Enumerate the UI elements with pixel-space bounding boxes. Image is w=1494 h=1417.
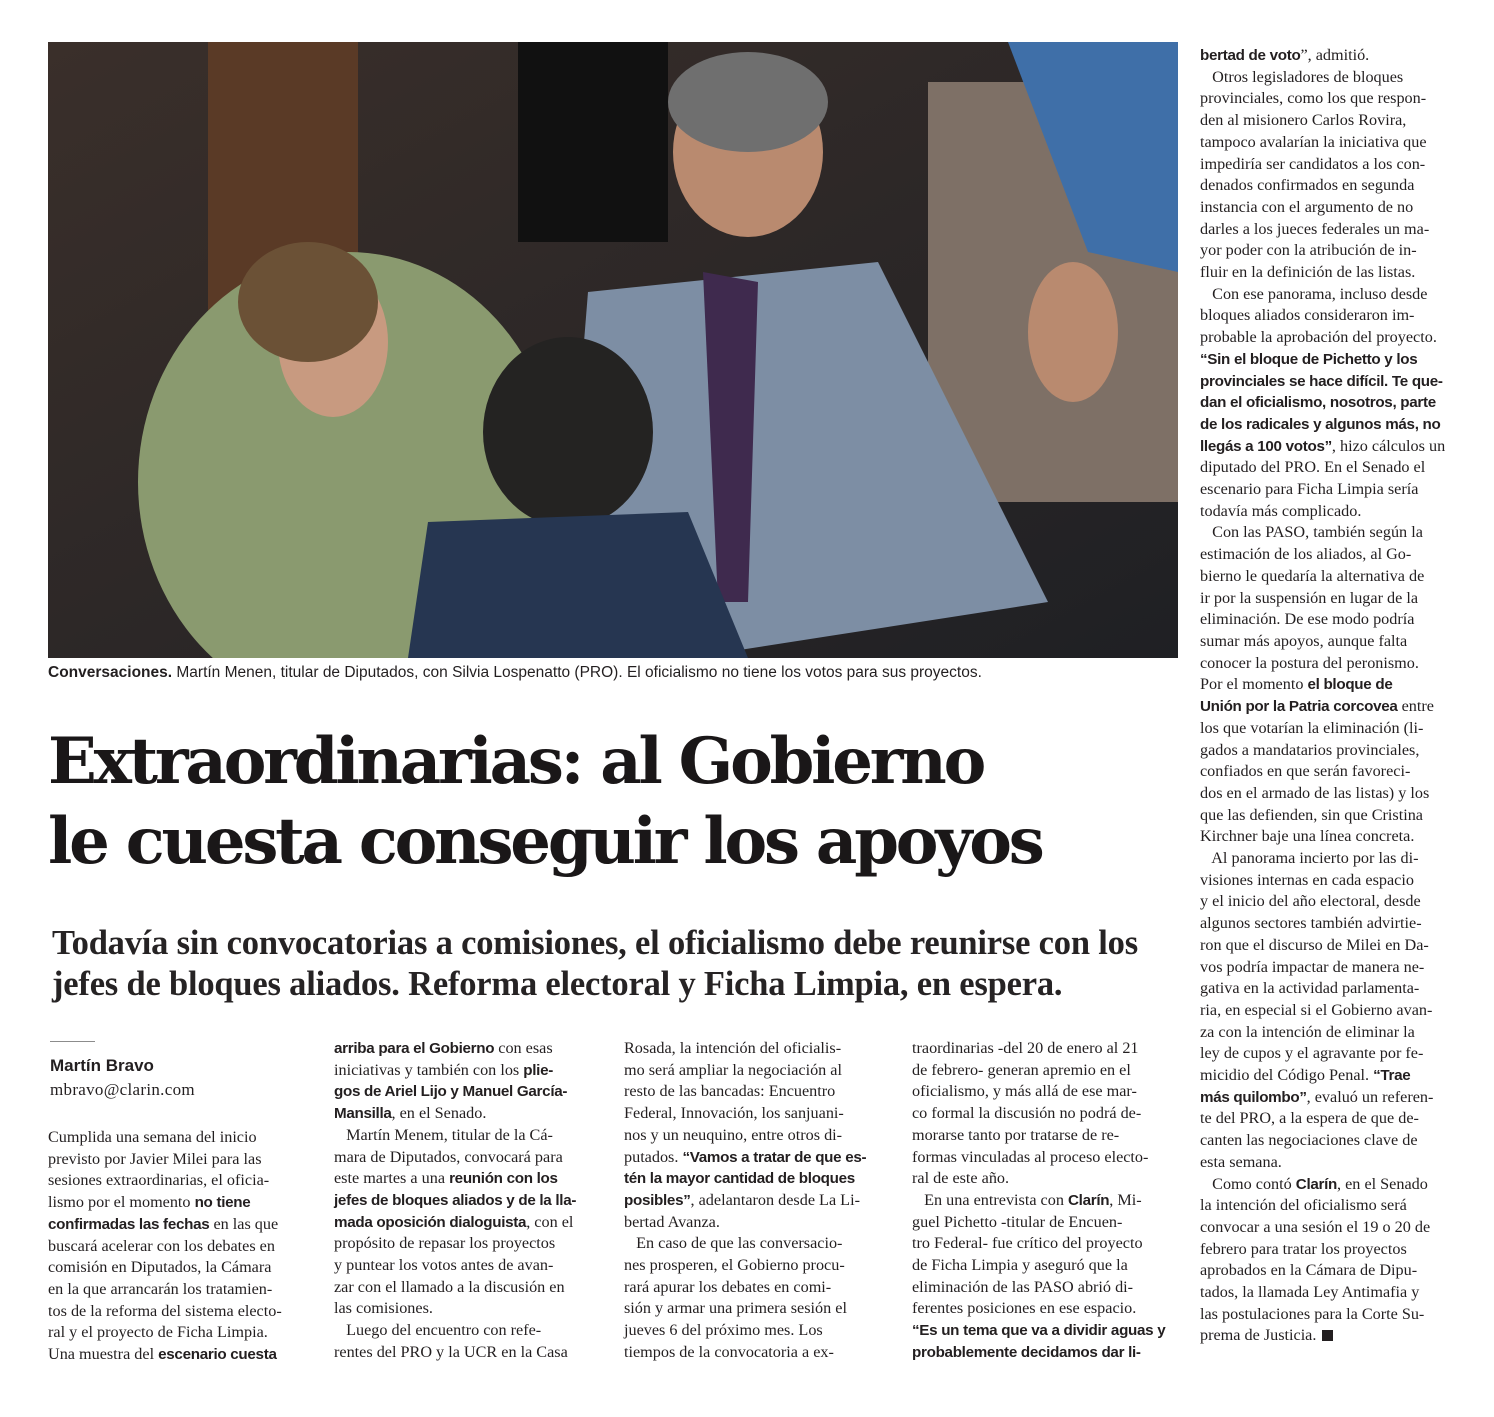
body-text: aprobados en la Cámara de Dipu-: [1200, 1261, 1418, 1280]
body-text: ley de cupos y el agravante por fe-: [1200, 1044, 1424, 1063]
text-line: [1200, 110, 1466, 132]
bold-text: probablemente decidamos dar li-: [912, 1343, 1141, 1361]
text-line: [1200, 371, 1466, 393]
text-line: [1200, 1130, 1466, 1152]
body-text: , en el Senado.: [391, 1104, 487, 1123]
body-text: en las que: [209, 1214, 279, 1233]
body-text: bierno le quedaría la alternativa de: [1200, 566, 1425, 585]
text-line: [1200, 349, 1466, 371]
body-text: con esas: [494, 1039, 553, 1057]
article-column-4: [912, 1038, 1177, 1364]
body-text: guel Pichetto -titular de Encuen-: [912, 1212, 1123, 1231]
body-text: los que votarían la eliminación (li-: [1200, 718, 1424, 737]
body-text: y puntear los votos antes de avan-: [334, 1256, 554, 1275]
body-text: instancia con el argumento de no: [1200, 197, 1414, 216]
text-line: [1200, 913, 1466, 935]
body-text: Otros legisladores de bloques: [1200, 67, 1404, 86]
text-line: [334, 1103, 604, 1125]
bold-text: no tiene: [194, 1194, 251, 1212]
body-text: mo será ampliar la negociación al: [624, 1060, 842, 1079]
text-line: [912, 1168, 1177, 1190]
text-line: [48, 1127, 313, 1149]
text-line: [1200, 1108, 1466, 1130]
text-line: [1200, 783, 1466, 805]
body-text: probable la aprobación del proyecto.: [1200, 328, 1437, 347]
text-line: [1200, 848, 1466, 870]
bold-text: bertad de voto: [1200, 47, 1301, 64]
text-line: [334, 1277, 604, 1299]
text-line: [334, 1190, 604, 1212]
bold-text: Unión por la Patria corcovea: [1200, 698, 1398, 716]
body-text: Por el momento: [1200, 675, 1308, 694]
bold-text: escenario cuesta: [158, 1346, 277, 1364]
text-line: [334, 1298, 604, 1320]
text-line: [1200, 262, 1466, 284]
body-text: rará apurar los debates en comi-: [624, 1277, 832, 1296]
body-text: tos de la reforma del sistema electo-: [48, 1301, 282, 1320]
text-line: [48, 1322, 313, 1344]
body-text: febrero para tratar los proyectos: [1200, 1239, 1407, 1258]
bold-text: “Vamos a tratar de que es-: [682, 1148, 867, 1166]
text-line: [1200, 1043, 1466, 1065]
body-text: este martes a una: [334, 1169, 450, 1188]
body-text: propósito de repasar los proyectos: [334, 1234, 556, 1253]
body-text: , Mi-: [1109, 1190, 1142, 1209]
text-line: [48, 1214, 313, 1236]
end-of-article-icon: [1322, 1330, 1333, 1341]
text-line: [912, 1147, 1177, 1169]
body-text: gativa en la actividad parlamenta-: [1200, 979, 1420, 998]
body-text: sumar más apoyos, aunque falta: [1200, 631, 1408, 650]
text-line: [624, 1060, 889, 1082]
body-text: Cumplida una semana del inicio: [48, 1128, 257, 1146]
headline-line-1: Extraordinarias: al Gobierno: [48, 724, 984, 799]
body-text: jueves 6 del próximo mes. Los: [624, 1321, 823, 1340]
text-line: [334, 1233, 604, 1255]
text-line: [912, 1038, 1177, 1060]
body-text: Al panorama incierto por las di-: [1200, 849, 1419, 868]
body-text: oficialismo, y más allá de ese mar-: [912, 1082, 1137, 1101]
bold-text: arriba para el Gobierno: [334, 1040, 495, 1057]
text-line: [1200, 305, 1466, 327]
body-text: , en el Senado: [1337, 1174, 1428, 1193]
text-line: [48, 1149, 313, 1171]
text-line: [912, 1190, 1177, 1212]
body-text: , adelantaron desde La Li-: [690, 1190, 860, 1209]
byline-rule: [50, 1041, 95, 1042]
text-line: [1200, 1304, 1466, 1326]
text-line: [1200, 154, 1466, 176]
caption-lead: Conversaciones.: [48, 664, 173, 681]
text-line: [1200, 436, 1466, 458]
text-line: [624, 1168, 889, 1190]
text-line: [624, 1081, 889, 1103]
body-text: tados, la llamada Ley Antimafia y: [1200, 1283, 1420, 1302]
caption-text: Martín Menen, titular de Diputados, con Silvia Lospenatto (PRO). El oficialismo no tiene los votos para sus proyectos.: [172, 664, 982, 681]
body-text: sión y armar una primera sesión el: [624, 1299, 847, 1318]
text-line: [912, 1103, 1177, 1125]
body-text: esta semana.: [1200, 1152, 1282, 1171]
body-text: zar con el llamado a la discusión en: [334, 1277, 565, 1296]
article-column-2: [334, 1038, 604, 1364]
body-text: sesiones extraordinarias, el oficia-: [48, 1171, 270, 1190]
text-line: [912, 1255, 1177, 1277]
text-line: [1200, 1087, 1466, 1109]
text-line: [1200, 674, 1466, 696]
text-line: [624, 1212, 889, 1234]
text-line: [1200, 1260, 1466, 1282]
body-text: za con la intención de eliminar la: [1200, 1022, 1415, 1041]
body-text: gados a mandatarios provinciales,: [1200, 740, 1420, 759]
body-text: Con ese panorama, incluso desde: [1200, 284, 1428, 303]
text-line: [1200, 1325, 1466, 1347]
text-line: [912, 1125, 1177, 1147]
text-line: [334, 1081, 604, 1103]
body-text: nes prosperen, el Gobierno procu-: [624, 1256, 845, 1275]
text-line: [1200, 826, 1466, 848]
text-line: [334, 1168, 604, 1190]
bold-text: Clarín: [1295, 1175, 1338, 1193]
text-line: [624, 1103, 889, 1125]
body-text: rentes del PRO y la UCR en la Casa: [334, 1342, 568, 1361]
text-line: [912, 1298, 1177, 1320]
text-line: [1200, 88, 1466, 110]
text-line: [48, 1236, 313, 1258]
text-line: [1200, 197, 1466, 219]
body-text: ral y el proyecto de Ficha Limpia.: [48, 1323, 268, 1342]
text-line: [1200, 175, 1466, 197]
body-text: tiempos de la convocatoria a ex-: [624, 1342, 834, 1361]
body-text: canten las negociaciones clave de: [1200, 1131, 1418, 1150]
subhead-line-1: Todavía sin convocatorias a comisiones, el oficialismo debe reunirse con los: [52, 924, 1138, 962]
text-line: [1200, 761, 1466, 783]
text-line: [1200, 631, 1466, 653]
body-text: bertad Avanza.: [624, 1212, 720, 1231]
body-text: convocar a una sesión el 19 o 20 de: [1200, 1217, 1431, 1236]
article-column-3: [624, 1038, 889, 1364]
body-text: las postulaciones para la Corte Su-: [1200, 1304, 1425, 1323]
text-line: [1200, 1065, 1466, 1087]
bold-text: más quilombo”: [1200, 1088, 1307, 1106]
body-text: te del PRO, a la espera de que de-: [1200, 1109, 1419, 1128]
body-text: iniciativas y también con los: [334, 1060, 524, 1079]
text-line: [1200, 284, 1466, 306]
text-line: [1200, 240, 1466, 262]
text-line: [1200, 392, 1466, 414]
text-line: [1200, 479, 1466, 501]
text-line: [48, 1170, 313, 1192]
body-text: bloques aliados consideraron im-: [1200, 306, 1415, 325]
body-text: Con las PASO, también según la: [1200, 523, 1423, 542]
text-line: [334, 1212, 604, 1234]
photo-caption: [48, 664, 1188, 682]
text-line: [1200, 891, 1466, 913]
text-line: [1200, 544, 1466, 566]
text-line: [334, 1320, 604, 1342]
text-line: [48, 1192, 313, 1214]
text-line: [1200, 566, 1466, 588]
man-seated-suit: [408, 512, 748, 658]
article-photo: [48, 42, 1178, 658]
text-line: [624, 1320, 889, 1342]
body-text: En una entrevista con: [912, 1190, 1068, 1209]
text-line: [1200, 522, 1466, 544]
body-text: comisión en Diputados, la Cámara: [48, 1258, 272, 1277]
text-line: [1200, 870, 1466, 892]
text-line: [624, 1298, 889, 1320]
body-text: diputado del PRO. En el Senado el: [1200, 458, 1426, 477]
text-line: [624, 1147, 889, 1169]
bold-text: Mansilla: [334, 1105, 392, 1123]
headline-line-2: le cuesta conseguir los apoyos: [48, 804, 1042, 879]
text-line: [334, 1060, 604, 1082]
body-text: Federal, Innovación, los sanjuani-: [624, 1104, 844, 1123]
text-line: [1200, 805, 1466, 827]
body-text: todavía más complicado.: [1200, 501, 1362, 520]
body-text: ron que el discurso de Milei en Da-: [1200, 935, 1429, 954]
text-line: [624, 1255, 889, 1277]
body-text: buscará acelerar con los debates en: [48, 1236, 275, 1255]
text-line: [334, 1342, 604, 1364]
text-line: [334, 1125, 604, 1147]
subhead-line-2: jefes de bloques aliados. Reforma electoral y Ficha Limpia, en espera.: [52, 965, 1063, 1003]
bold-text: mada oposición dialoguista: [334, 1213, 527, 1231]
body-text: ral de este año.: [912, 1169, 1010, 1188]
bold-text: el bloque de: [1307, 676, 1393, 694]
bold-text: provinciales se hace difícil. Te que-: [1200, 372, 1443, 390]
text-line: [1200, 1174, 1466, 1196]
body-text: impediría ser candidatos a los con-: [1200, 154, 1426, 173]
body-text: den al misionero Carlos Rovira,: [1200, 111, 1407, 130]
bold-text: gos de Ariel Lijo y Manuel García-: [334, 1083, 568, 1101]
body-text: eliminación. De ese modo podría: [1200, 610, 1415, 629]
text-line: [912, 1342, 1177, 1364]
body-text: ”, admitió.: [1300, 46, 1370, 64]
article-column-5: [1200, 45, 1466, 1347]
body-text: de Ficha Limpia y aseguró que la: [912, 1256, 1128, 1275]
text-line: [1200, 978, 1466, 1000]
body-text: mara de Diputados, convocará para: [334, 1147, 563, 1166]
bold-text: tén la mayor cantidad de bloques: [624, 1170, 855, 1188]
photo-illustration: [48, 42, 1178, 658]
text-line: [912, 1233, 1177, 1255]
text-line: [1200, 132, 1466, 154]
body-text: las comisiones.: [334, 1299, 433, 1318]
body-text: escenario para Ficha Limpia sería: [1200, 480, 1419, 499]
body-text: vos podría impactar de manera ne-: [1200, 957, 1425, 976]
subheadline: [52, 923, 1192, 1005]
body-text: lismo por el momento: [48, 1193, 195, 1212]
body-text: , hizo cálculos un: [1331, 436, 1446, 455]
text-line: [334, 1038, 604, 1060]
body-text: eliminación de las PASO abrió di-: [912, 1277, 1134, 1296]
body-text: putados.: [624, 1147, 683, 1166]
text-line: [1200, 1217, 1466, 1239]
text-line: [1200, 1239, 1466, 1261]
text-line: [1200, 609, 1466, 631]
body-text: de febrero- generan apremio en el: [912, 1060, 1131, 1079]
text-line: [624, 1233, 889, 1255]
body-text: micidio del Código Penal.: [1200, 1066, 1374, 1085]
body-text: Kirchner baje una línea concreta.: [1200, 827, 1415, 846]
body-text: En caso de que las conversacio-: [624, 1234, 843, 1253]
bold-text: de los radicales y algunos más, no: [1200, 415, 1441, 433]
bold-text: “Es un tema que va a dividir aguas y: [912, 1322, 1166, 1340]
bold-text: posibles”: [624, 1191, 691, 1209]
text-line: [912, 1060, 1177, 1082]
byline-email: mbravo@clarin.com: [50, 1080, 195, 1099]
text-line: [912, 1212, 1177, 1234]
text-line: [1200, 501, 1466, 523]
text-line: [48, 1301, 313, 1323]
bold-text: “Trae: [1373, 1067, 1411, 1085]
text-line: [334, 1255, 604, 1277]
body-text: tro Federal- fue crítico del proyecto: [912, 1234, 1143, 1253]
body-text: yor poder con la atribución de in-: [1200, 241, 1417, 260]
article-column-1: [48, 1127, 313, 1366]
body-text: la intención del oficialismo será: [1200, 1196, 1407, 1215]
body-text: nos y un neuquino, entre otros di-: [624, 1125, 843, 1144]
body-text: en la que arrancarán los tratamien-: [48, 1279, 273, 1298]
text-line: [1200, 718, 1466, 740]
text-line: [912, 1320, 1177, 1342]
body-text: conocer la postura del peronismo.: [1200, 653, 1419, 672]
body-text: tampoco avalarían la iniciativa que: [1200, 132, 1427, 151]
body-text: Martín Menem, titular de la Cá-: [334, 1125, 553, 1144]
body-text: visiones internas en cada espacio: [1200, 870, 1414, 889]
body-text: ferentes posiciones en ese espacio.: [912, 1299, 1137, 1318]
body-text: provinciales, como los que respon-: [1200, 89, 1427, 108]
bold-text: plie-: [523, 1061, 553, 1079]
body-text: y el inicio del año electoral, desde: [1200, 892, 1421, 911]
text-line: [48, 1257, 313, 1279]
body-text: algunos sectores también advirtie-: [1200, 914, 1422, 933]
body-text: entre: [1397, 697, 1434, 716]
text-line: [1200, 935, 1466, 957]
bold-text: confirmadas las fechas: [48, 1215, 210, 1233]
text-line: [1200, 740, 1466, 762]
bold-text: llegás a 100 votos”: [1200, 437, 1332, 455]
text-line: [1200, 67, 1466, 89]
bold-text: Clarín: [1067, 1191, 1110, 1209]
text-line: [624, 1038, 889, 1060]
text-line: [1200, 653, 1466, 675]
bold-text: dan el oficialismo, nosotros, parte: [1200, 394, 1436, 412]
body-text: resto de las bancadas: Encuentro: [624, 1082, 836, 1101]
text-line: [912, 1277, 1177, 1299]
text-line: [1200, 957, 1466, 979]
text-line: [1200, 1195, 1466, 1217]
text-line: [1200, 696, 1466, 718]
text-line: [1200, 1152, 1466, 1174]
body-text: Una muestra del: [48, 1345, 159, 1364]
body-text: traordinarias -del 20 de enero al 21: [912, 1039, 1139, 1057]
body-text: estimación de los aliados, al Go-: [1200, 545, 1412, 564]
text-line: [624, 1277, 889, 1299]
text-line: [1200, 1022, 1466, 1044]
body-text: ria, en especial si el Gobierno avan-: [1200, 1000, 1433, 1019]
body-text: morarse tanto por tratarse de re-: [912, 1125, 1120, 1144]
body-text: dos en el armado de las listas) y los: [1200, 783, 1430, 802]
text-line: [48, 1279, 313, 1301]
body-text: , evaluó un referen-: [1306, 1087, 1434, 1106]
text-line: [624, 1125, 889, 1147]
body-text: formas vinculadas al proceso electo-: [912, 1147, 1149, 1166]
headline: [48, 722, 1198, 882]
text-line: [1200, 457, 1466, 479]
body-text: Luego del encuentro con refe-: [334, 1321, 542, 1340]
body-text: Rosada, la intención del oficialis-: [624, 1039, 842, 1057]
text-line: [1200, 588, 1466, 610]
body-text: darles a los jueces federales un ma-: [1200, 219, 1430, 238]
text-line: [1200, 45, 1466, 67]
bold-text: reunión con los: [449, 1170, 558, 1188]
body-text: prema de Justicia.: [1200, 1326, 1317, 1345]
body-text: denados confirmados en segunda: [1200, 176, 1415, 195]
text-line: [624, 1342, 889, 1364]
body-text: , con el: [526, 1212, 574, 1231]
body-text: ir por la suspensión en lugar de la: [1200, 588, 1419, 607]
man-seated-head: [483, 337, 653, 527]
text-line: [624, 1190, 889, 1212]
text-line: [334, 1147, 604, 1169]
byline-author: Martín Bravo: [50, 1056, 154, 1075]
body-text: co formal la discusión no podrá de-: [912, 1104, 1142, 1123]
body-text: fluir en la definición de las listas.: [1200, 263, 1416, 282]
text-line: [48, 1344, 313, 1366]
bold-text: jefes de bloques aliados y de la lla-: [334, 1191, 577, 1209]
text-line: [1200, 1000, 1466, 1022]
body-text: Como contó: [1200, 1174, 1296, 1193]
body-text: confiados en que serán favoreci-: [1200, 762, 1411, 781]
text-line: [912, 1081, 1177, 1103]
text-line: [1200, 219, 1466, 241]
text-line: [1200, 327, 1466, 349]
bold-text: “Sin el bloque de Pichetto y los: [1200, 350, 1418, 368]
text-line: [1200, 414, 1466, 436]
body-text: previsto por Javier Milei para las: [48, 1149, 262, 1168]
text-line: [1200, 1282, 1466, 1304]
body-text: que las defienden, sin que Cristina: [1200, 805, 1423, 824]
